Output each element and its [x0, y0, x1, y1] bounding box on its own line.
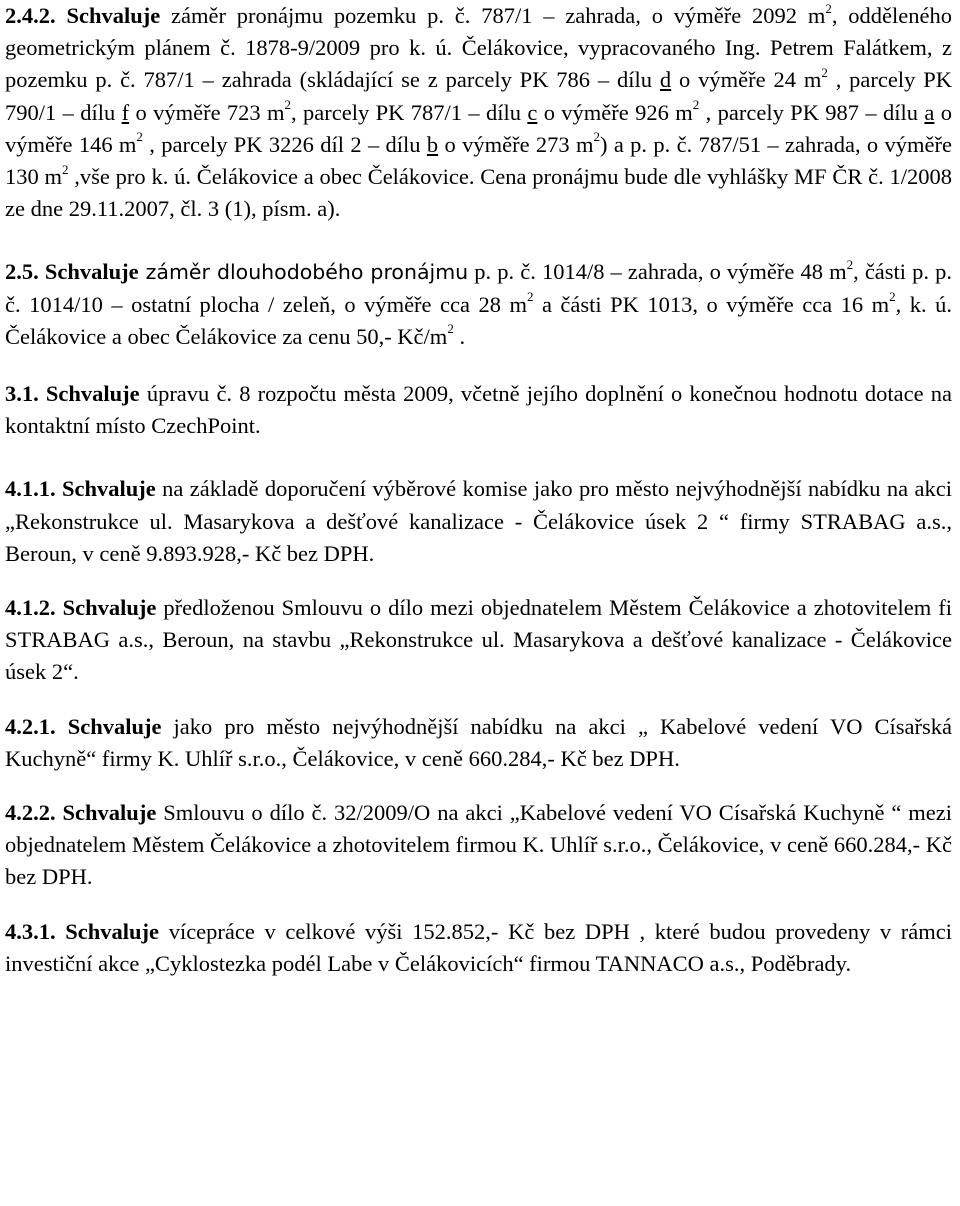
text-run: , parcely PK 790/1 – dílu	[5, 67, 953, 125]
section-number: 4.3.1.	[5, 918, 56, 944]
text-run: na základě doporučení výběrové komise jako pro město nejvýhodnější nabídku na akci „Rekonstrukce ul. Masarykova a dešťové kanalizace - Čelákovice úsek 2 “ firmy STRABAG a.s., Beroun, v ceně 9.893.928,- Kč bez DPH.	[5, 476, 952, 566]
superscript: 2	[62, 161, 69, 177]
superscript: 2	[889, 289, 896, 305]
underlined-letter: b	[426, 131, 439, 157]
text-run: úpravu č. 8 rozpočtu města 2009, včetně jejího doplnění o konečnou hodnotu dotace na kontaktní místo CzechPoint.	[5, 381, 953, 439]
text-run: o výměře 926 m	[537, 99, 693, 125]
text-run: o výměře 146 m	[5, 99, 953, 157]
section-number: 4.1.1.	[5, 476, 56, 502]
underlined-letter: d	[659, 67, 672, 93]
text-run: o výměře 273 m	[438, 131, 594, 157]
section-number: 4.2.2.	[5, 800, 56, 826]
keyword-schvaluje: Schvaluje	[62, 476, 156, 502]
underlined-letter: f	[121, 99, 130, 125]
text-run: , odděleného geometrickým plánem č. 1878-9/2009 pro k. ú. Čelákovice, vypracovaného Ing. Petrem Falátkem, z pozemku p. č. 787/1 – zahrada (skládající se z parcely PK 786 – dílu	[5, 3, 952, 93]
superscript: 2	[846, 256, 854, 272]
text-run: a části PK 1013, o výměře cca 16 m	[533, 291, 890, 317]
resolution-4-1-2	[5, 592, 952, 689]
superscript: 2	[136, 129, 143, 145]
superscript: 2	[447, 321, 454, 337]
resolution-4-1-1	[5, 473, 952, 570]
section-number: 4.2.1.	[5, 713, 56, 739]
text-run: ) a p. p. č. 787/51 – zahrada, o výměře 130 m	[5, 131, 952, 190]
resolution-2-5	[5, 256, 952, 353]
text-run: .	[453, 323, 466, 349]
superscript: 2	[825, 0, 832, 16]
keyword-schvaluje: Schvaluje	[67, 713, 162, 739]
section-number: 2.5.	[5, 259, 39, 285]
text-run: o výměře 24 m	[671, 67, 822, 93]
text-run: Smlouvu o dílo č. 32/2009/O na akci „Kabelové vedení VO Císařská Kuchyně “ mezi objednatelem Městem Čelákovice a zhotovitelem firmou K. Uhlíř s.r.o., Čelákovice, v ceně 660.284,- Kč bez DPH.	[5, 800, 952, 890]
text-run: , k. ú. Čelákovice a obec Čelákovice za cenu 50,- Kč/m	[5, 291, 952, 349]
text-run: předloženou Smlouvu o dílo mezi objednatelem Městem Čelákovice a zhotovitelem fi STRABAG a.s., Beroun, na stavbu „Rekonstrukce ul. Masarykova a dešťové kanalizace - Čelákovice úsek 2“.	[5, 595, 953, 685]
superscript: 2	[526, 289, 534, 305]
text-run: jako pro město nejvýhodnější nabídku na akci „ Kabelové vedení VO Císařská Kuchyně“ firmy K. Uhlíř s.r.o., Čelákovice, v ceně 660.284,- Kč bez DPH.	[5, 713, 953, 771]
text-run: , parcely PK 3226 díl 2 – dílu	[142, 131, 427, 157]
keyword-schvaluje: Schvaluje	[44, 259, 139, 285]
text-run: , části p. p. č. 1014/10 – ostatní plocha / zeleň, o výměře cca 28 m	[5, 259, 953, 317]
section-number: 4.1.2.	[5, 595, 56, 621]
keyword-schvaluje: Schvaluje	[62, 595, 157, 621]
resolution-4-3-1	[5, 916, 952, 980]
keyword-schvaluje: Schvaluje	[65, 918, 160, 944]
text-run: záměr dlouhodobého pronájmu	[138, 260, 469, 285]
underlined-letter: a	[924, 99, 935, 125]
superscript: 2	[692, 97, 700, 113]
text-run: o výměře 723 m	[129, 99, 285, 125]
text-run: p. p. č. 1014/8 – zahrada, o výměře 48 m	[468, 259, 847, 285]
text-run: záměr pronájmu pozemku p. č. 787/1 – zahrada, o výměře 2092 m	[160, 3, 826, 28]
section-number: 2.4.2.	[5, 3, 56, 28]
resolution-3-1	[5, 378, 952, 442]
superscript: 2	[284, 97, 292, 113]
keyword-schvaluje: Schvaluje	[66, 3, 161, 28]
text-run: , parcely PK 987 – dílu	[699, 99, 925, 125]
text-run: ,vše pro k. ú. Čelákovice a obec Čelákovice. Cena pronájmu bude dle vyhlášky MF ČR č. 1/2008 ze dne 29.11.2007, čl. 3 (1), písm. a).	[5, 164, 952, 222]
keyword-schvaluje: Schvaluje	[45, 381, 140, 407]
section-number: 3.1.	[5, 381, 39, 407]
keyword-schvaluje: Schvaluje	[62, 800, 157, 826]
resolution-4-2-2	[5, 797, 952, 894]
resolution-2-4-2	[5, 0, 952, 225]
text-run: , parcely PK 787/1 – dílu	[291, 99, 528, 125]
superscript: 2	[821, 64, 828, 80]
underlined-letter: c	[527, 99, 538, 125]
resolution-4-2-1	[5, 711, 952, 775]
text-run: vícepráce v celkové výši 152.852,- Kč bez DPH , které budou provedeny v rámci investiční akce „Cyklostezka podél Labe v Čelákovicích“ firmou TANNACO a.s., Poděbrady.	[5, 918, 953, 976]
superscript: 2	[593, 129, 600, 145]
